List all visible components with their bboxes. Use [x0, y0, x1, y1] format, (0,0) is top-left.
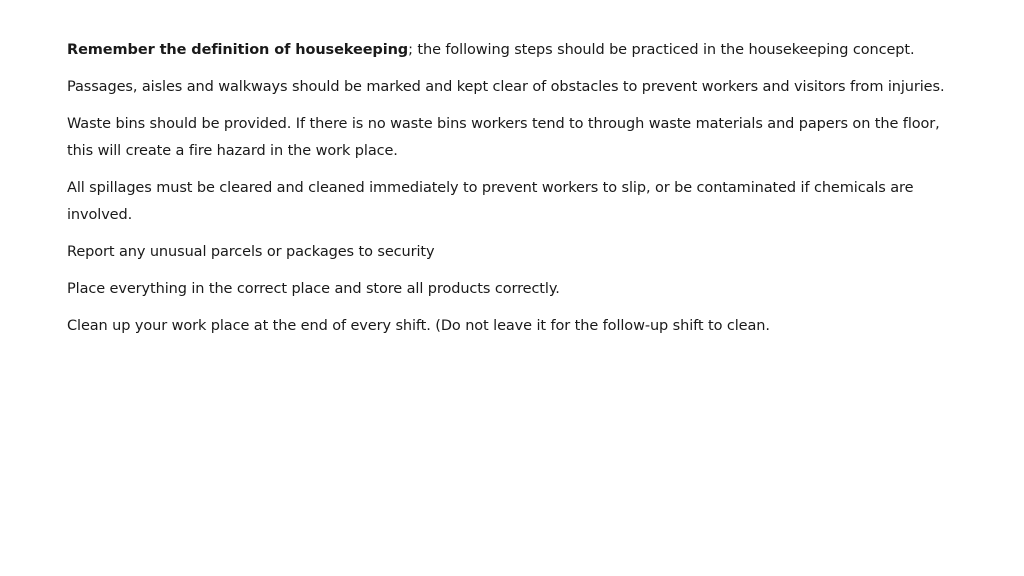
- step-paragraph-place-everything: Place everything in the correct place and store all products correctly.: [67, 281, 560, 297]
- step-paragraph-waste-bins: Waste bins should be provided. If there is no waste bins workers tend to through waste materials and papers on the floor, this will create a fire hazard in the work place.: [67, 116, 940, 159]
- step-paragraph-report-parcels: Report any unusual parcels or packages to security: [67, 244, 435, 260]
- step-paragraph-clean-up: Clean up your work place at the end of every shift. (Do not leave it for the follow-up shift to clean.: [67, 318, 770, 334]
- intro-paragraph: [67, 37, 957, 64]
- step-paragraph-spillages: All spillages must be cleared and cleaned immediately to prevent workers to slip, or be contaminated if chemicals are involved.: [67, 180, 914, 223]
- step-paragraph-passages: Passages, aisles and walkways should be marked and kept clear of obstacles to prevent workers and visitors from injuries.: [67, 79, 945, 95]
- slide-body: [67, 37, 957, 350]
- intro-bold-text: Remember the definition of housekeeping: [67, 42, 409, 58]
- intro-rest-text: ; the following steps should be practiced in the housekeeping concept.: [408, 42, 915, 58]
